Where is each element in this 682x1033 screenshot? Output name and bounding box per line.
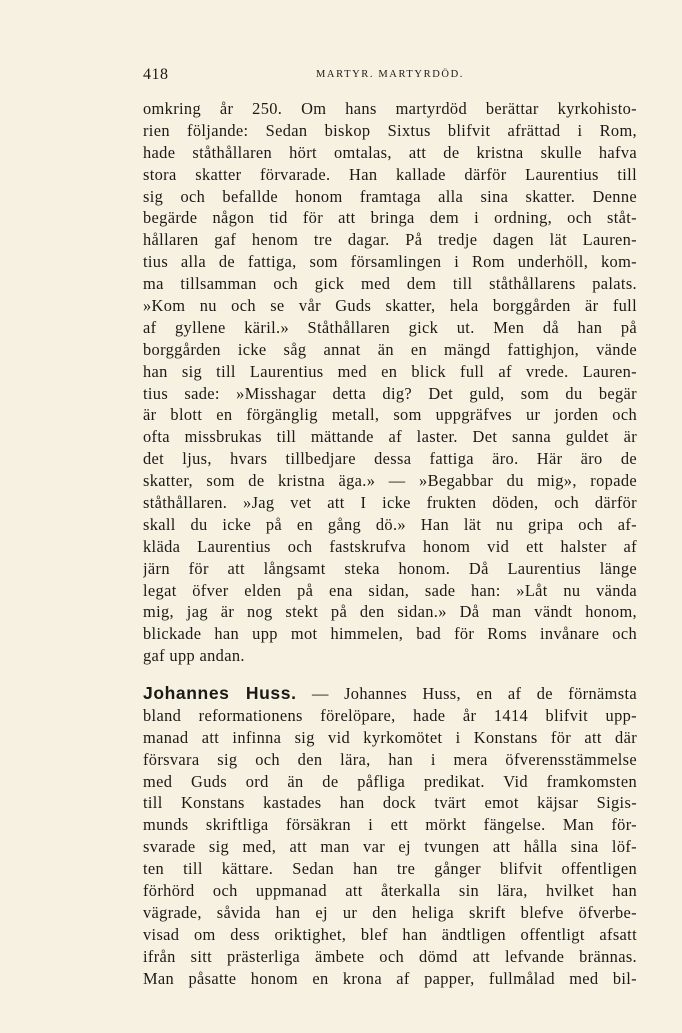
text-line: ifrån sitt prästerliga ämbete och dömd att lefvande brännas. — [143, 946, 637, 966]
text-line: af gyllene käril.» Ståthållaren gick ut. Men då han på — [143, 317, 637, 337]
text-line: vägrade, såvida han ej ur den heliga skrift blefve öfverbe- — [143, 902, 637, 922]
text-line: rien följande: Sedan biskop Sixtus blifvit afrättad i Rom, — [143, 120, 637, 140]
paragraph-laurentius — [143, 98, 637, 667]
text-line: skatter, som de kristna äga.» — »Begabbar du mig», ropade — [143, 471, 637, 491]
text-line: legat öfver elden på ena sidan, sade han: »Låt nu vända — [143, 580, 637, 600]
text-line: visad om dess oriktighet, blef han ändtligen offentligt afsatt — [143, 924, 637, 944]
text-line: mig, jag är nog stekt på den sidan.» Då man vändt honom, — [143, 602, 637, 622]
text-line-first — [143, 683, 637, 705]
text-line: ma tillsamman och gick med dem till ståthållarens palats. — [143, 274, 637, 294]
paragraph-johannes-huss — [143, 683, 637, 989]
text-line: till Konstans kastades han dock tvärt emot käjsar Sigis- — [143, 793, 637, 813]
text-line: stora skatter förvarade. Han kallade därför Laurentius till — [143, 164, 637, 184]
text-line: blickade han upp mot himmelen, bad för Roms invånare och — [143, 624, 637, 644]
text-line: med Guds ord än de påfliga predikat. Vid framkomsten — [143, 771, 637, 791]
text-line: kläda Laurentius och fastskrufva honom vid ett halster af — [143, 536, 637, 556]
text-line-rest: — Johannes Huss, en af de förnämsta — [311, 684, 637, 703]
entry-headword: Johannes Huss. — [143, 683, 297, 703]
text-line: bland reformationens förelöpare, hade år 1414 blifvit upp- — [143, 705, 637, 725]
text-line: tius alla de fattiga, som församlingen i Rom underhöll, kom- — [143, 252, 637, 272]
text-line: är blott en förgänglig metall, som uppgräfves ur jorden och — [143, 405, 637, 425]
text-line: han sig till Laurentius med en blick full af vrede. Lauren- — [143, 361, 637, 381]
text-line: järn för att långsamt steka honom. Då Laurentius länge — [143, 558, 637, 578]
text-line: munds skriftliga försäkran i ett mörkt fängelse. Man för- — [143, 815, 637, 835]
text-line: skall du icke på en gång dö.» Han lät nu gripa och af- — [143, 514, 637, 534]
text-line: ståthållaren. »Jag vet att I icke frukten döden, och därför — [143, 493, 637, 513]
page-header — [143, 66, 637, 86]
text-line: hållaren gaf henom tre dagar. På tredje dagen lät Lauren- — [143, 230, 637, 250]
text-line: försvara sig och den lära, han i mera öfverensstämmelse — [143, 749, 637, 769]
text-line: tius sade: »Misshagar detta dig? Det guld, som du begär — [143, 383, 637, 403]
text-line: manad att infinna sig vid kyrkomötet i Konstans för att där — [143, 727, 637, 747]
text-line: Man påsatte honom en krona af papper, fullmålad med bil- — [143, 968, 637, 988]
text-line: borggården icke såg annat än en mängd fattighjon, vände — [143, 339, 637, 359]
text-line: »Kom nu och se vår Guds skatter, hela borggården är full — [143, 296, 637, 316]
text-line: svarade sig med, att man var ej tvungen att hålla sina löf- — [143, 837, 637, 857]
page-number: 418 — [143, 66, 169, 83]
text-line: omkring år 250. Om hans martyrdöd berättar kyrkohisto- — [143, 99, 637, 118]
text-line: hade ståthållaren hört omtalas, att de kristna skulle hafva — [143, 142, 637, 162]
text-line: förhörd och uppmanad att återkalla sin lära, hvilket han — [143, 881, 637, 901]
running-head: MARTYR. MARTYRDÖD. — [315, 69, 464, 80]
text-line: gaf upp andan. — [143, 646, 245, 666]
text-line: sig och befallde honom framtaga alla sina skatter. Denne — [143, 186, 637, 206]
text-line: begärde någon tid för att bringa dem i ordning, och ståt- — [143, 208, 637, 228]
text-line: det ljus, hvars tillbedjare dessa fattiga äro. Här äro de — [143, 449, 637, 469]
text-line: ofta missbrukas till mättande af laster. Det sanna guldet är — [143, 427, 637, 447]
text-line: ten till kättare. Sedan han tre gånger blifvit offentligen — [143, 859, 637, 879]
